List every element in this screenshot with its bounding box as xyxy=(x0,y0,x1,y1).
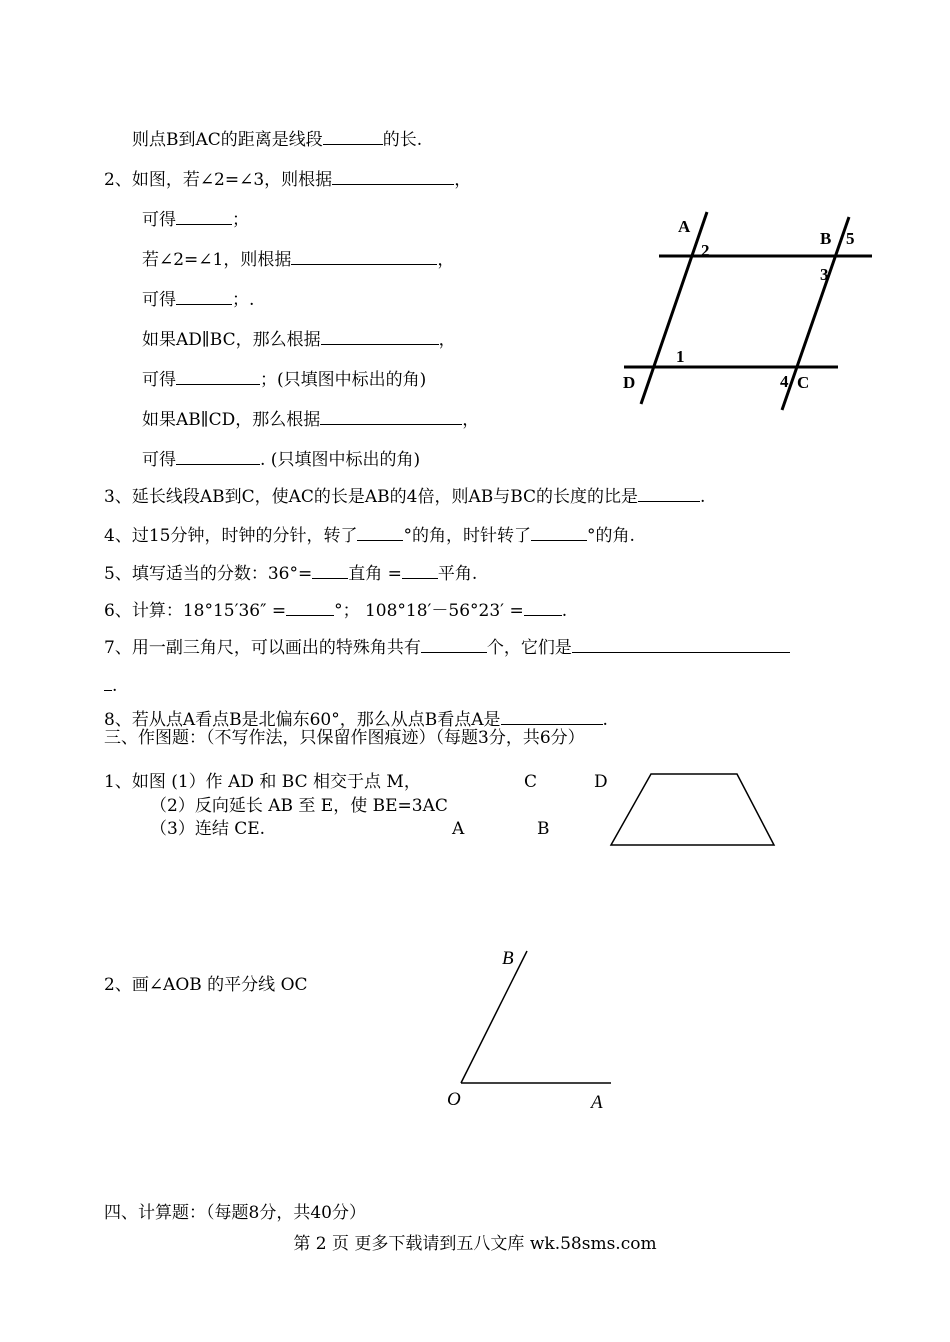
q5-line xyxy=(104,560,477,585)
construction-q1-line: （2）反向延长 AB 至 E，使 BE=3AC xyxy=(150,796,448,816)
text-segment: . xyxy=(561,601,568,621)
text-segment: 个，它们是 xyxy=(486,638,572,658)
q1-continuation-line xyxy=(132,126,422,151)
q2-line xyxy=(142,406,479,431)
text-segment: °的角，时针转了 xyxy=(403,526,531,546)
q7-line xyxy=(104,634,790,659)
answer-blank[interactable] xyxy=(286,597,334,616)
text-segment: ， xyxy=(462,410,480,430)
text-segment: 8、若从点A看点B是北偏东60°，那么从点B看点A是 xyxy=(104,710,501,730)
answer-blank[interactable] xyxy=(357,522,403,541)
text-segment: . xyxy=(602,710,608,730)
text-segment: ， xyxy=(438,330,456,350)
label-b: B xyxy=(537,819,550,839)
label-d: D xyxy=(623,373,636,392)
text-segment: 可得 xyxy=(142,290,176,310)
ray-ob xyxy=(461,951,527,1083)
text-segment: 6、计算：18°15′36″ = xyxy=(104,601,287,621)
q2-line xyxy=(142,206,249,231)
text-segment: ；. xyxy=(232,290,255,310)
answer-blank[interactable] xyxy=(501,706,603,725)
answer-blank[interactable] xyxy=(524,597,562,616)
answer-blank[interactable] xyxy=(638,483,700,502)
text-segment: . xyxy=(112,676,118,696)
text-segment: 可得 xyxy=(142,370,176,390)
text-segment: °的角. xyxy=(586,526,635,546)
label-b: B xyxy=(820,229,832,248)
text-segment: 平角. xyxy=(437,564,478,584)
construction-q1-line: （3）连结 CE. xyxy=(150,819,266,839)
answer-blank[interactable] xyxy=(176,366,260,385)
text-segment: ；(只填图中标出的角) xyxy=(260,370,427,390)
text-segment: . xyxy=(700,487,706,507)
label-1: 1 xyxy=(676,347,685,366)
section-4-heading: 四、计算题：（每题8分，共40分） xyxy=(104,1203,366,1223)
text-segment: 3、延长线段AB到C，使AC的长是AB的4倍，则AB与BC的长度的比是 xyxy=(104,487,639,507)
q2-line xyxy=(142,286,254,311)
text-segment: °； 108°18′－56°23′ = xyxy=(334,601,524,621)
answer-blank[interactable] xyxy=(176,206,232,225)
answer-blank[interactable] xyxy=(402,560,438,579)
section-3-heading: 三、作图题：（不写作法，只保留作图痕迹）（每题3分，共6分） xyxy=(104,728,585,748)
q2-line xyxy=(142,326,456,351)
label-a: A xyxy=(678,217,691,236)
label-2: 2 xyxy=(701,241,710,260)
text-segment: . (只填图中标出的角) xyxy=(260,450,421,470)
label-b: B xyxy=(502,948,514,969)
text-segment: 5、填写适当的分数：36°= xyxy=(104,564,313,584)
text-segment: 如果AD∥BC，那么根据 xyxy=(142,330,321,350)
answer-blank[interactable] xyxy=(291,246,437,265)
label-c: C xyxy=(797,373,810,392)
text-segment: 可得 xyxy=(142,450,176,470)
text-segment: 4、过15分钟，时钟的分针，转了 xyxy=(104,526,358,546)
text-segment: 7、用一副三角尺，可以画出的特殊角共有 xyxy=(104,638,421,658)
label-5: 5 xyxy=(846,229,855,248)
answer-blank[interactable] xyxy=(572,634,790,653)
text-segment: 则点B到AC的距离是线段 xyxy=(132,130,323,150)
text-segment: 若∠2=∠1，则根据 xyxy=(142,250,292,270)
q3-line xyxy=(104,483,705,508)
page-footer: 第 2 页 更多下载请到五八文库 wk.58sms.com xyxy=(293,1234,657,1254)
q6-line xyxy=(104,597,567,622)
label-4: 4 xyxy=(780,372,789,391)
answer-blank[interactable] xyxy=(176,286,232,305)
label-o: O xyxy=(447,1089,461,1110)
trapezoid-shape xyxy=(611,774,774,845)
answer-blank[interactable] xyxy=(176,446,260,465)
answer-blank[interactable] xyxy=(323,126,383,145)
q2-line xyxy=(142,366,426,391)
text-segment: 如果AB∥CD，那么根据 xyxy=(142,410,321,430)
answer-blank[interactable] xyxy=(104,672,112,691)
q2-line xyxy=(104,166,471,191)
answer-blank[interactable] xyxy=(320,406,462,425)
text-segment: 直角 = xyxy=(348,564,402,584)
text-segment: 可得 xyxy=(142,210,176,230)
answer-blank[interactable] xyxy=(421,634,487,653)
q2-line xyxy=(142,246,454,271)
text-segment: ， xyxy=(454,170,472,190)
q7-continuation xyxy=(104,672,117,697)
label-3: 3 xyxy=(820,265,829,284)
q2-line xyxy=(142,446,420,471)
text-segment: 2、如图，若∠2=∠3，则根据 xyxy=(104,170,333,190)
text-segment: 的长. xyxy=(382,130,423,150)
answer-blank[interactable] xyxy=(531,522,587,541)
label-c: C xyxy=(524,772,538,792)
line-bc xyxy=(782,217,849,410)
label-d: D xyxy=(594,772,608,792)
answer-blank[interactable] xyxy=(321,326,439,345)
text-segment: ， xyxy=(437,250,455,270)
label-a: A xyxy=(452,819,465,839)
text-segment: ； xyxy=(232,210,249,230)
label-a: A xyxy=(591,1092,603,1113)
answer-blank[interactable] xyxy=(312,560,348,579)
construction-q2-line: 2、画∠AOB 的平分线 OC xyxy=(104,975,308,995)
construction-q1-line: 1、如图 (1）作 AD 和 BC 相交于点 M， xyxy=(104,772,421,792)
line-ad xyxy=(641,212,707,404)
q4-line xyxy=(104,522,635,547)
answer-blank[interactable] xyxy=(332,166,454,185)
